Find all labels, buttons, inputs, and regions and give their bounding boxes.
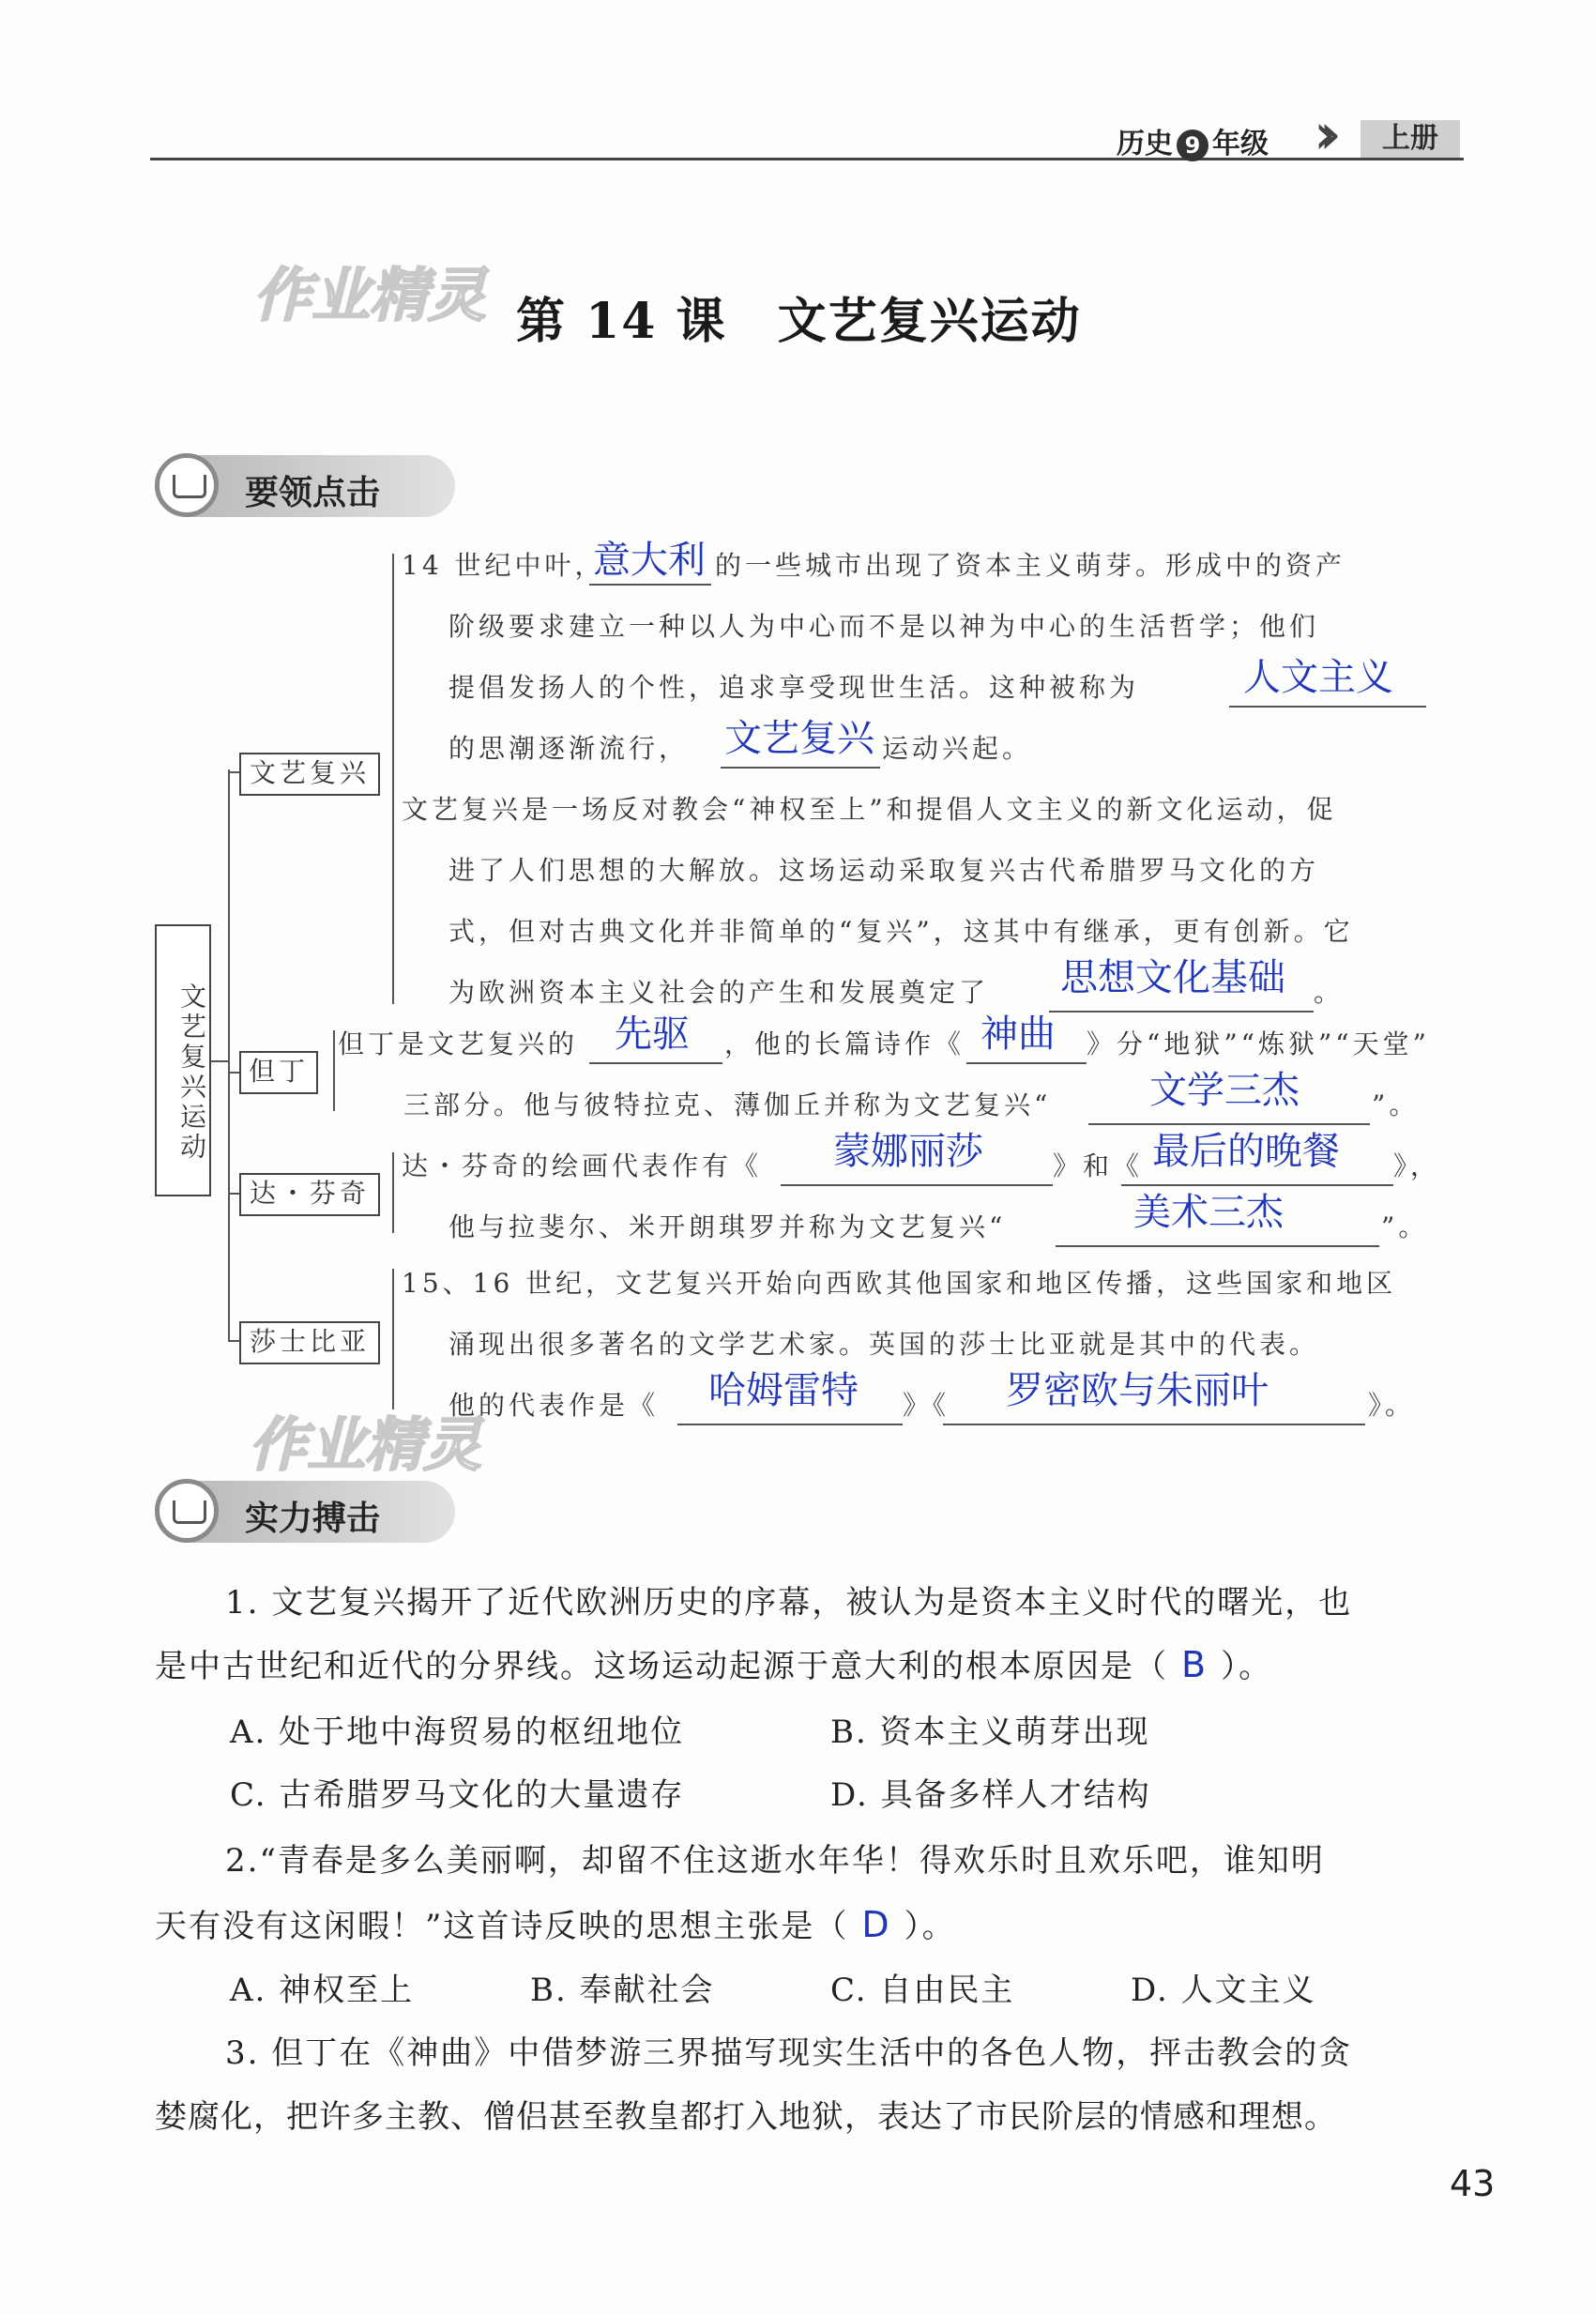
answer-text: 文学三杰 xyxy=(1149,1069,1300,1112)
tree-line: 阶级要求建立一种以人为中心而不是以神为中心的生活哲学；他们 xyxy=(448,611,1320,642)
tree-line: 三部分。他与彼特拉克、薄伽丘并称为文艺复兴“ xyxy=(403,1089,1052,1120)
group-brace xyxy=(392,1269,394,1409)
chevron-icon: ›› xyxy=(1314,101,1325,167)
blank-line xyxy=(677,1424,903,1425)
header-grade: 历史 9 年级 xyxy=(1117,128,1269,160)
q2-line2: 天有没有这闲暇！”这首诗反映的思想主张是（ D ）。 xyxy=(155,1904,956,1945)
node-davinci: 达・芬奇 xyxy=(239,1173,380,1216)
tree-line: 提倡发扬人的个性，追求享受现世生活。这种被称为 xyxy=(448,672,1140,703)
q2-option-b: B. 奉献社会 xyxy=(530,1972,715,2009)
tree-line: ，他的长篇诗作《 xyxy=(724,1028,965,1059)
tree-line: 》和《 xyxy=(1053,1150,1144,1181)
tree-line: 为欧洲资本主义社会的产生和发展奠定了 xyxy=(448,977,990,1008)
page-number: 43 xyxy=(1450,2163,1496,2204)
q1-option-b: B. 资本主义萌芽出现 xyxy=(830,1713,1150,1751)
blank-line xyxy=(589,1062,722,1064)
tree-line: 14 世纪中叶， xyxy=(402,550,605,581)
tree-line: 》分“地狱”“炼狱”“天堂” xyxy=(1087,1028,1430,1059)
blank-line xyxy=(943,1424,1365,1425)
q2-answer: D xyxy=(861,1904,891,1945)
q2-option-c: C. 自由民主 xyxy=(830,1972,1015,2009)
q3-line2: 婪腐化，把许多主教、僧侣甚至教皇都打入地狱，表达了市民阶层的情感和理想。 xyxy=(155,2098,1337,2136)
section-key-points: 要领点击 xyxy=(155,455,455,517)
tree-line: 式，但对古典文化并非简单的“复兴”，这其中有继承，更有创新。它 xyxy=(448,916,1354,947)
group-brace xyxy=(392,1152,394,1233)
watermark: 作业精灵 xyxy=(253,261,487,329)
answer-text: 先驱 xyxy=(615,1013,690,1056)
tree-line: ”。 xyxy=(1381,1211,1429,1242)
group-brace xyxy=(333,1030,335,1111)
watermark: 作业精灵 xyxy=(249,1410,482,1479)
blank-line xyxy=(1049,1011,1314,1013)
answer-text: 思想文化基础 xyxy=(1060,956,1285,999)
tree-line: 》， xyxy=(1393,1150,1441,1181)
group-brace xyxy=(392,554,394,1004)
header-volume: 上册 xyxy=(1360,120,1460,158)
q2-line1: 2.“青春是多么美丽啊，却留不住这逝水年华！得欢乐时且欢乐吧，谁知明 xyxy=(225,1842,1325,1880)
tree-line: ”。 xyxy=(1372,1089,1420,1120)
tree-branch xyxy=(228,771,239,773)
answer-text: 人文主义 xyxy=(1243,656,1393,699)
tree-line: 的一些城市出现了资本主义萌芽。形成中的资产 xyxy=(715,550,1346,581)
tree-line: 》。 xyxy=(1368,1390,1416,1421)
q1-answer: B xyxy=(1181,1644,1208,1685)
answer-text: 哈姆雷特 xyxy=(708,1369,859,1412)
tree-root: 文艺复兴运动 xyxy=(155,924,211,1196)
node-renaissance: 文艺复兴 xyxy=(239,753,380,796)
answer-text: 罗密欧与朱丽叶 xyxy=(1006,1369,1269,1412)
blank-line xyxy=(781,1184,1053,1186)
tree-line: 涌现出很多著名的文学艺术家。英国的莎士比亚就是其中的代表。 xyxy=(448,1329,1320,1360)
tree-line: 文艺复兴是一场反对教会“神权至上”和提倡人文主义的新文化运动，促 xyxy=(402,794,1337,825)
blank-line xyxy=(966,1062,1087,1064)
blank-line xyxy=(1056,1245,1379,1247)
tree-branch xyxy=(228,1193,239,1195)
blank-line xyxy=(589,584,711,586)
tree-line: 。 xyxy=(1314,977,1345,1008)
q1-line2: 是中古世纪和近代的分界线。这场运动起源于意大利的根本原因是（ B ）。 xyxy=(155,1644,1273,1685)
tree-line: 运动兴起。 xyxy=(882,733,1033,764)
q2-option-a: A. 神权至上 xyxy=(230,1972,415,2009)
node-shakespeare: 莎士比亚 xyxy=(239,1321,380,1364)
book-icon xyxy=(155,1479,219,1543)
tree-line: 他与拉斐尔、米开朗琪罗并称为文艺复兴“ xyxy=(448,1211,1007,1242)
tree-line: 的思潮逐渐流行， xyxy=(448,733,690,764)
tree-line: 进了人们思想的大解放。这场运动采取复兴古代希腊罗马文化的方 xyxy=(448,855,1320,886)
q1-option-d: D. 具备多样人才结构 xyxy=(830,1776,1151,1814)
q1-option-a: A. 处于地中海贸易的枢纽地位 xyxy=(230,1713,685,1751)
q2-option-d: D. 人文主义 xyxy=(1131,1972,1316,2009)
tree-branch xyxy=(228,1072,239,1074)
lesson-title: 第 14 课 文艺复兴运动 xyxy=(516,293,1082,350)
tree-line: 他的代表作是《 xyxy=(448,1390,660,1421)
node-dante: 但丁 xyxy=(239,1051,318,1094)
section-practice: 实力搏击 xyxy=(155,1481,455,1543)
blank-line xyxy=(1229,706,1426,708)
answer-text: 意大利 xyxy=(593,539,706,582)
tree-branch xyxy=(211,1060,228,1062)
tree-line: 但丁是文艺复兴的 xyxy=(338,1028,579,1059)
q1-option-c: C. 古希腊罗马文化的大量遗存 xyxy=(230,1776,685,1814)
answer-text: 文艺复兴 xyxy=(724,717,874,760)
tree-branch xyxy=(228,1340,239,1342)
q3-line1: 3. 但丁在《神曲》中借梦游三界描写现实生活中的各色人物，抨击教会的贪 xyxy=(225,2034,1353,2072)
answer-text: 美术三杰 xyxy=(1133,1191,1284,1234)
answer-text: 最后的晚餐 xyxy=(1152,1130,1340,1173)
answer-text: 神曲 xyxy=(980,1013,1056,1056)
tree-line: 15、16 世纪，文艺复兴开始向西欧其他国家和地区传播，这些国家和地区 xyxy=(402,1268,1397,1299)
q1-line1: 1. 文艺复兴揭开了近代欧洲历史的序幕，被认为是资本主义时代的曙光，也 xyxy=(225,1584,1353,1622)
tree-line: 》《 xyxy=(903,1390,950,1421)
tree-spine xyxy=(228,769,230,1342)
tree-line: 达・芬奇的绘画代表作有《 xyxy=(402,1150,763,1181)
book-icon xyxy=(155,453,219,517)
blank-line xyxy=(721,767,880,769)
answer-text: 蒙娜丽莎 xyxy=(833,1130,983,1173)
